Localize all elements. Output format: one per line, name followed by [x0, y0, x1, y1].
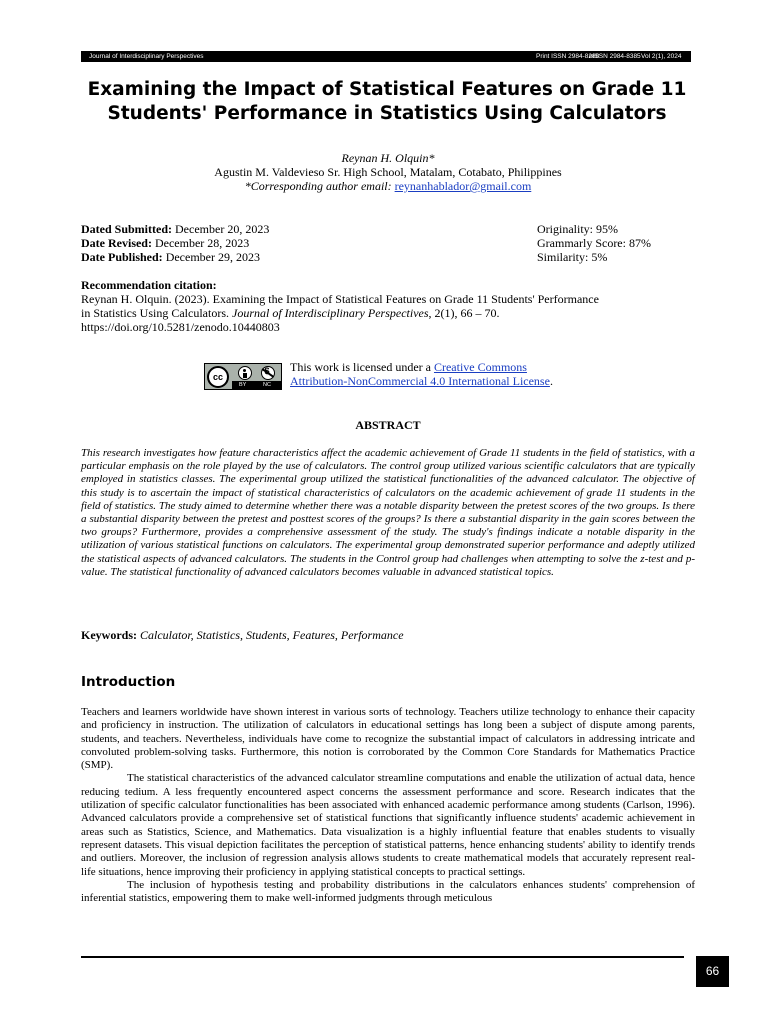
- badge-by-label: BY: [239, 382, 247, 388]
- recommended-citation: [81, 278, 695, 334]
- corresponding-author: [81, 179, 695, 193]
- creative-commons-badge-icon[interactable]: [204, 363, 282, 390]
- license-link-line-1[interactable]: Creative Commons: [433, 360, 527, 374]
- citation-line-2-post: , 2(1), 66 – 70.: [428, 306, 500, 320]
- author-email-link[interactable]: reynanhablador@gmail.com: [394, 179, 532, 193]
- abstract-heading: ABSTRACT: [355, 418, 421, 432]
- abstract-text: This research investigates how feature characteristics affect the academic achievement of Grade 11 students in the field of statistics, with a particular emphasis on the role played by the use of calculators. The control group utilized various scientific calculators that are typically employed in statistics classes. The experimental group utilized the statistical functionalities of the advanced calculator. The objective of this study is to ascertain the impact of statistical characteristics of calculators on the academic achievement of grade 11 students in the field of statistics. The study aimed to determine whether there was a notable disparity between the pretest scores of the two groups. Is there a substantial disparity between the pretest and posttest scores of the groups? Is there a substantial disparity in the gain scores between the two groups? Furthermore, provides a comprehensive assessment of the study. The study's findings indicate a notable disparity in the utilization of various statistical functions on calculators. The experimental group demonstrated superior performance and adeptly utilized the statistical aspects of advanced calculators. The students in the Control group had challenges when attempting to solve the z-test and p-value. The statistical functionality of advanced calculators becomes valuable in advanced statistical topics.: [81, 447, 695, 578]
- intro-paragraph: Teachers and learners worldwide have shown interest in various sorts of technology. Teachers utilize technology to enhance their capacity and proficiency in instruction. The utilization of calculators in educational settings has long been a subject of dispute among parents, students, and teachers. Nevertheless, individuals have come to recognize the substantial impact of calculators in addressing intricate and convoluted problem-solving tasks. Furthermore, this notion is corroborated by the Common Core Standards for Mathematics Practice (SMP).: [81, 706, 695, 772]
- badge-label-strip: [232, 381, 282, 389]
- intro-paragraph: The inclusion of hypothesis testing and probability distributions in the calculators enhances students' comprehension of inferential statistics, empowering them to make well-informed judgments through meticulous: [81, 878, 695, 905]
- introduction-body: [81, 706, 695, 905]
- license-suffix: .: [549, 374, 553, 388]
- page-number: 66: [696, 956, 729, 987]
- date-published-value: December 29, 2023: [165, 250, 260, 264]
- date-revised-label: Date Revised:: [81, 236, 152, 250]
- journal-name: Journal of Interdisciplinary Perspectives: [89, 53, 204, 60]
- e-issn: eISSN 2984-8385: [589, 53, 641, 60]
- similarity-score: Similarity: 5%: [537, 250, 608, 264]
- citation-line-2: [81, 306, 695, 320]
- author-affiliation: Agustin M. Valdevieso Sr. High School, Matalam, Cotabato, Philippines: [214, 165, 562, 179]
- license-block: [204, 360, 624, 394]
- corresponding-label: *Corresponding author email:: [244, 179, 395, 193]
- introduction-heading: Introduction: [81, 674, 176, 690]
- dates-block: [81, 222, 269, 264]
- date-revised-value: December 28, 2023: [154, 236, 250, 250]
- author-block: [81, 151, 695, 193]
- keywords-list: Calculator, Statistics, Students, Features, Performance: [140, 628, 404, 642]
- cc-icon: cc: [207, 366, 229, 388]
- citation-journal: Journal of Interdisciplinary Perspectives: [232, 306, 429, 320]
- date-submitted-label: Dated Submitted:: [81, 222, 173, 236]
- date-revised: [81, 236, 269, 250]
- license-text: [290, 360, 553, 388]
- date-submitted-value: December 20, 2023: [175, 222, 270, 236]
- author-name: Reynan H. Olquin*: [341, 151, 435, 165]
- citation-line-2-pre: in Statistics Using Calculators.: [81, 306, 232, 320]
- journal-header-bar: [81, 51, 691, 62]
- scores-block: [537, 222, 651, 264]
- attribution-icon: [238, 366, 252, 380]
- date-published-label: Date Published:: [81, 250, 163, 264]
- license-prefix: This work is licensed under a: [290, 360, 434, 374]
- badge-nc-label: NC: [263, 382, 271, 388]
- originality-score: Originality: 95%: [537, 222, 618, 236]
- volume-info: Vol 2(1), 2024: [641, 53, 682, 60]
- citation-doi: https://doi.org/10.5281/zenodo.10440803: [81, 320, 280, 334]
- date-submitted: [81, 222, 269, 236]
- grammarly-score: Grammarly Score: 87%: [537, 236, 651, 250]
- citation-heading: Recommendation citation:: [81, 278, 217, 292]
- noncommercial-icon: [261, 366, 275, 380]
- print-issn: Print ISSN 2984-8288: [536, 53, 600, 60]
- keywords: [81, 628, 695, 642]
- date-published: [81, 250, 269, 264]
- intro-paragraph: The statistical characteristics of the advanced calculator streamline computations and enable the utilization of actual data, hence reducing tedium. A less frequently encountered aspect concerns the assessment performance and score. Research indicates that the utilization of specific calculator functionalities has been associated with enhanced academic performance among students (Carlson, 1996). Advanced calculators provide a comprehensive set of statistical functions that significantly influence students' academic achievement in areas such as Statistics, Science, and Mathematics. Data visualization is a highly influential feature that enables students to visually represent datasets. This visual depiction facilitates the perception of statistical patterns, hence enhancing students' ability to identify trends and outliers. Moreover, the inclusion of regression analysis allows students to create mathematical models that accurately represent real-life situations, hence improving their proficiency in applying statistical concepts to practical settings.: [81, 772, 695, 878]
- license-link-line-2[interactable]: Attribution-NonCommercial 4.0 International License: [290, 374, 550, 388]
- keywords-label: Keywords:: [81, 628, 137, 642]
- paper-title: Examining the Impact of Statistical Features on Grade 11 Students' Performance in Statistics Using Calculators: [87, 79, 687, 124]
- citation-line-1: Reynan H. Olquin. (2023). Examining the Impact of Statistical Features on Grade 11 Students' Performance: [81, 292, 599, 306]
- footer-rule: [81, 956, 684, 958]
